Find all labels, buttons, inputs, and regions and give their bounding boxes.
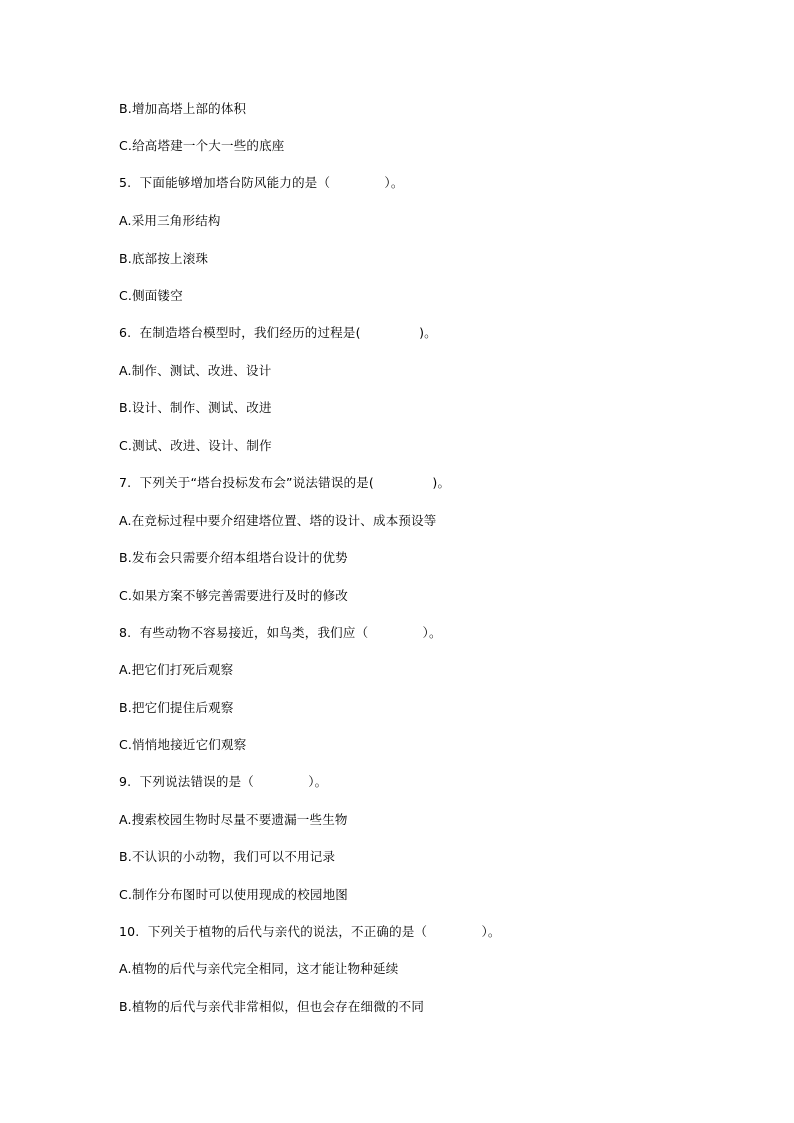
question-10: 10. 下列关于植物的后代与亲代的说法，不正确的是（ ）。 <box>119 924 501 939</box>
option-b-q8: B.把它们提住后观察 <box>119 700 234 715</box>
option-a-q9: A.搜索校园生物时尽量不要遗漏一些生物 <box>119 812 348 827</box>
option-b-q6: B.设计、制作、测试、改进 <box>119 400 272 415</box>
option-b-q4: B.增加高塔上部的体积 <box>119 101 247 116</box>
option-c-q4: C.给高塔建一个大一些的底座 <box>119 138 285 153</box>
option-b-q5: B.底部按上滚珠 <box>119 251 209 266</box>
option-a-q8: A.把它们打死后观察 <box>119 662 234 677</box>
question-9: 9. 下列说法错误的是（ ）。 <box>119 774 328 789</box>
option-a-q5: A.采用三角形结构 <box>119 213 221 228</box>
question-5: 5. 下面能够增加塔台防风能力的是（ ）。 <box>119 175 404 190</box>
option-c-q5: C.侧面镂空 <box>119 288 183 303</box>
option-c-q7: C.如果方案不够完善需要进行及时的修改 <box>119 588 349 603</box>
option-b-q10: B.植物的后代与亲代非常相似，但也会存在细微的不同 <box>119 999 425 1014</box>
option-c-q9: C.制作分布图时可以使用现成的校园地图 <box>119 887 349 902</box>
question-8: 8. 有些动物不容易接近，如鸟类，我们应（ ）。 <box>119 625 442 640</box>
option-b-q7: B.发布会只需要介绍本组塔台设计的优势 <box>119 550 348 565</box>
option-a-q7: A.在竞标过程中要介绍建塔位置、塔的设计、成本预设等 <box>119 513 437 528</box>
option-a-q6: A.制作、测试、改进、设计 <box>119 363 272 378</box>
option-a-q10: A.植物的后代与亲代完全相同，这才能让物种延续 <box>119 961 399 976</box>
question-6: 6. 在制造塔台模型时，我们经历的过程是( )。 <box>119 325 437 340</box>
option-c-q8: C.悄悄地接近它们观察 <box>119 737 247 752</box>
option-b-q9: B.不认识的小动物，我们可以不用记录 <box>119 849 336 864</box>
option-c-q6: C.测试、改进、设计、制作 <box>119 438 272 453</box>
question-7: 7. 下列关于“塔台投标发布会”说法错误的是( )。 <box>119 475 451 490</box>
